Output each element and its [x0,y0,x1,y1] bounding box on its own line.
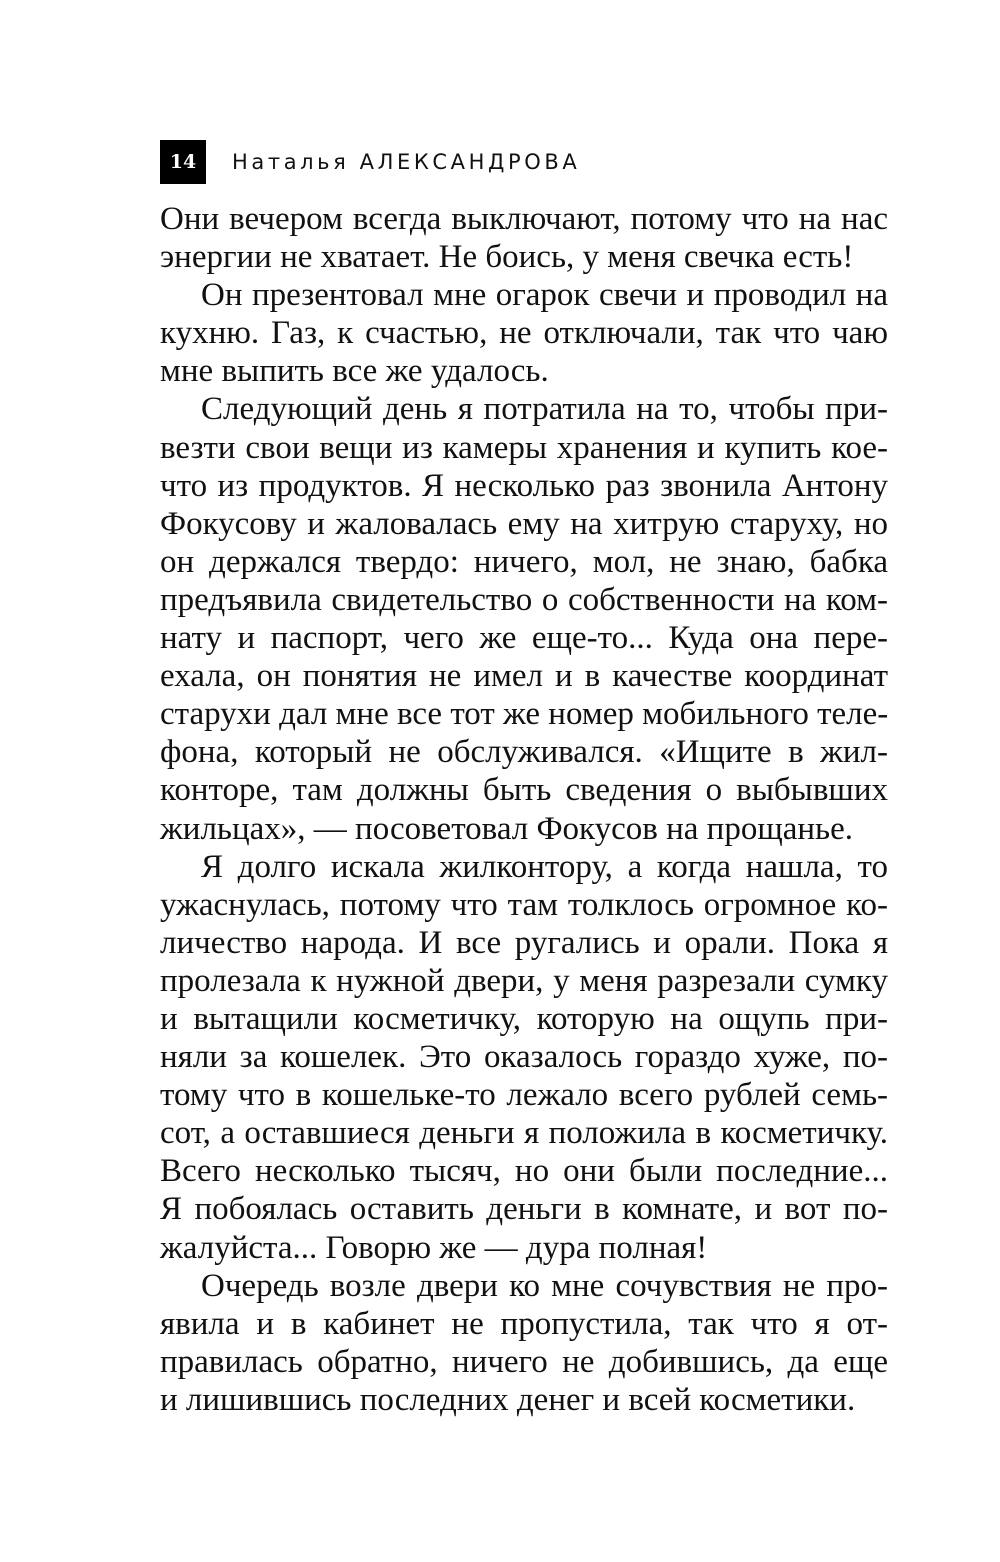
page-header [160,140,580,184]
text-line: что из продуктов. Я несколько раз звонила Антону [160,467,888,504]
text-line: тому что в кошельке-то лежало всего рублей семь- [160,1077,888,1114]
text-line: старухи дал мне все тот же номер мобильного теле- [160,696,889,733]
text-line: мне выпить все же удалось. [160,353,549,390]
text-line: пролезала к нужной двери, у меня разрезали сумку [160,962,888,999]
text-line: Я долго искала жилконтору, а когда нашла, то [201,848,888,885]
text-line: жалуйста... Говорю же — дура полная! [160,1229,708,1266]
paragraph [160,390,888,847]
text-line: и лишившись последних денег и всей косметики. [160,1381,856,1418]
text-line: кухню. Газ, к счастью, не отключали, так что чаю [160,315,888,352]
text-line: ехала, он понятия не имел и в качестве координат [160,658,888,695]
text-line: нату и паспорт, чего же еще-то... Куда она пере- [160,620,888,657]
running-head: Наталья АЛЕКСАНДРОВА [232,150,581,174]
text-line: явила и в кабинет не пропустила, так что я от- [160,1305,888,1342]
text-line: Всего несколько тысяч, но они были последние... [160,1153,888,1190]
text-line: и вытащили косметичку, которую на ощупь при- [160,1000,888,1037]
text-line: он держался твердо: ничего, мол, не знаю, бабка [160,543,888,580]
paragraph [160,276,888,390]
text-line: ужаснулась, потому что там толклось огромное ко- [160,886,888,923]
text-line: энергии не хватает. Не боись, у меня свечка есть! [160,239,854,276]
text-line: фона, который не обслуживался. «Ищите в жил- [160,734,888,771]
paragraph [160,1267,888,1419]
body-text [160,200,888,1419]
text-line: Очередь возле двери ко мне сочувствия не про- [201,1267,888,1304]
text-line: предъявила свидетельство о собственности на ком- [160,581,888,618]
page-number: 14 [160,140,206,184]
text-line: конторе, там должны быть сведения о выбывших [160,772,888,809]
text-line: Следующий день я потратила на то, чтобы при- [201,391,888,428]
text-line: правилась обратно, ничего не добившись, да еще [160,1343,888,1380]
text-line: жильцах», — посоветовал Фокусов на прощанье. [160,810,853,847]
text-line: Я побоялась оставить деньги в комнате, и вот по- [160,1191,888,1228]
text-line: Они вечером всегда выключают, потому что на нас [160,201,888,237]
paragraph [160,848,888,1267]
text-line: Фокусову и жаловалась ему на хитрую старуху, но [160,505,888,542]
text-line: везти свои вещи из камеры хранения и купить кое- [160,429,888,466]
text-line: личество народа. И все ругались и орали. Пока я [160,924,888,961]
paragraph [160,200,888,276]
text-line: сот, а оставшиеся деньги я положила в косметичку. [160,1115,888,1152]
text-line: Он презентовал мне огарок свечи и проводил на [201,277,888,314]
text-line: няли за кошелек. Это оказалось гораздо хуже, по- [160,1039,888,1076]
